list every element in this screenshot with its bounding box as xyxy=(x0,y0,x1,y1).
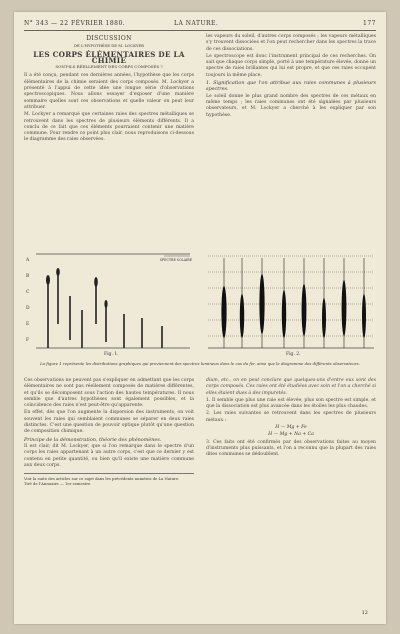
paragraph: Il est clair, dit M. Lockyer, que si l'on remarque dans le spectre d'un corps les raies appartenant à un autre corps, c'est que ce dernier y est contenu en petite quantité, ou bien qu'il existe une matière commune aux deux corps. xyxy=(24,443,194,468)
paragraph: Ces observations ne peuvent pas s'expliquer en admettant que les corps élémentaires ne sont pas réellement composés de matières différentes, et qu'ils se décomposent sous l'action des hautes températures. Il nous semble que d'autres hypothèses sont également possibles, et la coïncidence des raies n'est peut-être qu'apparente. xyxy=(24,378,194,409)
paragraph: En effet, dès que l'on augmente la dispersion des instruments, on voit souvent les raies qui semblaient communes se séparer en deux raies distinctes. C'est une question de pouvoir optique plutôt qu'une question de composition chimique. xyxy=(24,410,194,435)
running-head xyxy=(24,18,376,31)
figure-2-diagram xyxy=(206,252,376,350)
journal-page xyxy=(14,12,386,624)
figure-2-label: Fig. 2. xyxy=(286,352,301,357)
footnote-1: Voir la suite des articles sur ce sujet dans les précédents numéros de La Nature. xyxy=(24,476,180,482)
paragraph: 3. Ces faits ont été confirmés par des observations faites au moyen d'instruments plus puissants, et l'on a reconnu que la plupart des raies dites communes se dédoublent. xyxy=(206,439,376,458)
figure-1-diagram xyxy=(24,252,192,350)
figure-caption: La figure 1 représente les distributions graphiques qui proviennent des spectres lumineux dans le cas du fer, ainsi que le diagramme des différents observateurs. xyxy=(40,361,360,366)
paragraph: Le spectroscope est donc l'instrument principal de ces recherches. On sait que chaque corps simple, porté à une température élevée, donne un spectre de raies brillantes qui lui est propre, et que ces raies occupent toujours la même place. xyxy=(206,53,376,78)
paragraph: 1. Il semble que plus une raie est élevée, plus son spectre est simple, et que la dissociation est plus avancée dans les étoiles les plus chaudes. xyxy=(206,397,376,410)
page-number-bottom: 12 xyxy=(361,610,368,616)
axis-letter: D xyxy=(26,306,30,311)
paragraph: dium, etc., on en peut conclure que quelques-uns d'entre eux sont des corps composés. Ces raies ont été étudiées avec soin et l'on a cherché si elles étaient dues à des impuretés. xyxy=(206,378,376,396)
paragraph: M. Lockyer a remarqué que certaines raies des spectres métalliques se retrouvent dans les spectres de plusieurs éléments différents. Il a conclu de ce fait que ces éléments pourraient contenir une matière commune. Pour rendre ce point plus clair, nous reproduisons ci-dessous le diagramme des raies observées. xyxy=(24,112,194,143)
left-column-bottom xyxy=(24,378,194,486)
journal-title: LA NATURE. xyxy=(174,20,219,27)
paragraph: Le soleil donne le plus grand nombre des spectres de ces métaux en même temps ; les raies communes ont été signalées par plusieurs observateurs, et M. Lockyer a cherché à les expliquer par son hypothèse. xyxy=(206,93,376,118)
article-subkicker: DE L'HYPOTHÈSE DE M. LOCKYER xyxy=(73,43,144,49)
left-column-top xyxy=(24,34,194,145)
axis-letter: C xyxy=(26,290,30,295)
right-column-bottom xyxy=(206,378,376,460)
section-heading: 1. Signification que l'on attribue aux raies communes à plusieurs spectres. xyxy=(206,80,376,93)
formula: H — Mg + Na + Ca xyxy=(268,432,314,438)
axis-letter: A xyxy=(26,258,30,263)
article-kicker: DISCUSSION xyxy=(86,35,132,42)
page-number-top: 177 xyxy=(363,20,376,27)
paragraph: Il a été conçu, pendant ces dernières années, l'hypothèse que les corps élémentaires de la chimie seraient des corps composés. M. Lockyer a présenté à l'appui de cette idée une longue série d'observations spectroscopiques. Nous allons essayer d'exposer d'une manière sommaire quelles sont ces observations et quelle valeur on peut leur attribuer. xyxy=(24,73,194,110)
section-heading: Principe de la démonstration, théorie des phénomènes. xyxy=(24,436,162,443)
figure-1-top-label: SPECTRE SOLAIRE xyxy=(159,258,192,262)
right-column-top xyxy=(206,34,376,120)
article-subtitle: SONT-ILS RÉELLEMENT DES CORPS COMPOSÉS ? xyxy=(55,64,163,70)
footnote-2: Tiré de l'Annuaire — 1er semestre. xyxy=(24,481,92,487)
axis-letter: B xyxy=(26,274,30,279)
axis-letter: E xyxy=(26,322,30,327)
footnote xyxy=(24,473,194,486)
formula: H — Mg + Fe xyxy=(275,425,307,431)
issue-number: N° 343 — 22 FÉVRIER 1880. xyxy=(24,20,126,27)
article-title: LES CORPS ÉLÉMENTAIRES DE LA CHIMIE xyxy=(33,49,185,65)
figure-1-label: Fig. 1. xyxy=(104,352,119,357)
paragraph: les vapeurs du soleil, d'autres corps composés ; les vapeurs métalliques s'y trouvent dissociées et l'on peut rechercher dans les spectres la trace de ces dissociations. xyxy=(206,34,376,52)
axis-letter: F xyxy=(26,338,30,343)
paragraph: 2. Les raies suivantes se retrouvent dans les spectres de plusieurs métaux : xyxy=(206,411,376,423)
article-heading xyxy=(24,36,194,70)
